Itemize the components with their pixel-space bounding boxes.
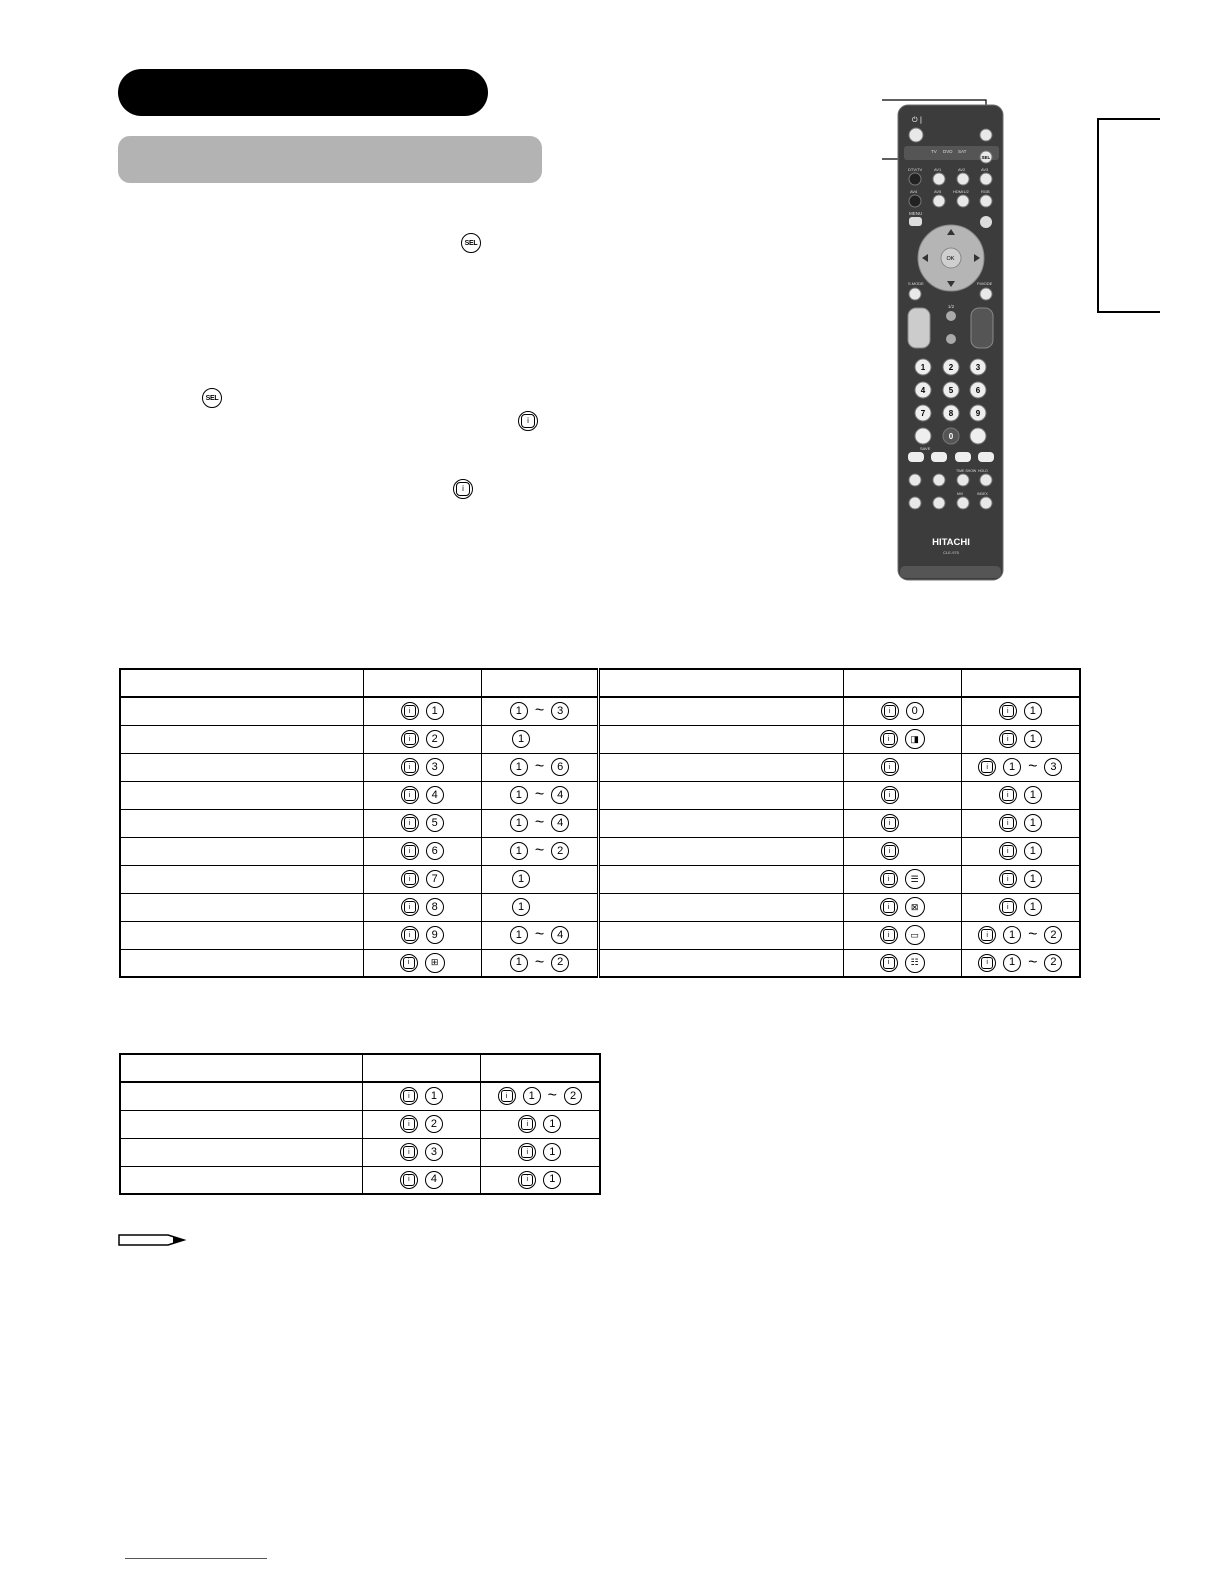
digit-label-3: 3 xyxy=(975,363,981,372)
key-combo-cell xyxy=(843,809,961,837)
label-hdmi: HDMI1/2 xyxy=(953,189,969,194)
digit-label-9: 9 xyxy=(975,409,981,418)
function-key-icon: ◨ xyxy=(905,729,925,749)
info-key-icon: i xyxy=(400,1087,418,1105)
label-cell xyxy=(599,921,843,949)
label-menu: MENU xyxy=(909,211,923,216)
info-key-icon: i xyxy=(880,926,898,944)
digit-label-8: 8 xyxy=(948,409,954,418)
range-tilde: ~ xyxy=(547,1087,557,1105)
timeshow-button xyxy=(957,474,969,486)
subsection-title-bar xyxy=(118,136,542,183)
info-key-icon: i xyxy=(401,758,419,776)
table-row xyxy=(120,1166,600,1194)
svg-text:⏻ |: ⏻ | xyxy=(912,116,923,124)
number-key-icon: 3 xyxy=(425,1143,443,1161)
table-row xyxy=(120,837,1080,865)
sel-button-icon: SEL xyxy=(461,233,481,253)
volume-rocker xyxy=(908,308,930,348)
info-key-icon: i xyxy=(880,730,898,748)
av3-button xyxy=(980,173,992,185)
table-row xyxy=(120,809,1080,837)
key-combo-cell xyxy=(843,893,961,921)
label-cell xyxy=(120,725,363,753)
number-key-icon: 3 xyxy=(1044,758,1062,776)
digit-label-5: 5 xyxy=(948,386,954,395)
header-cell xyxy=(363,669,481,697)
return-button xyxy=(980,216,992,228)
number-key-icon: 1 xyxy=(1024,730,1042,748)
reveal-button xyxy=(933,497,945,509)
info-key-icon: i xyxy=(400,1115,418,1133)
label-cell xyxy=(120,1138,363,1166)
table-header-row xyxy=(120,669,1080,697)
number-key-icon: 1 xyxy=(510,954,528,972)
info-key-icon: i xyxy=(401,786,419,804)
label-av1: AV1 xyxy=(934,167,942,172)
key-combo-cell xyxy=(843,753,961,781)
info-key-icon: i xyxy=(881,814,899,832)
mix-button xyxy=(957,497,969,509)
option-range-cell xyxy=(961,781,1080,809)
number-key-icon: 1 xyxy=(1024,842,1042,860)
label-dvd: DVD xyxy=(943,149,953,154)
option-range-cell xyxy=(961,697,1080,725)
option-range-cell xyxy=(961,865,1080,893)
yellow-button xyxy=(955,452,971,462)
key-combo-cell xyxy=(363,781,481,809)
label-cell xyxy=(599,865,843,893)
number-key-icon: 1 xyxy=(523,1087,541,1105)
label-cell xyxy=(120,893,363,921)
table-row xyxy=(120,697,1080,725)
table-row xyxy=(120,893,1080,921)
function-key-icon: ☷ xyxy=(905,953,925,973)
info-button-icon: i xyxy=(518,411,538,431)
function-key-icon: ☰ xyxy=(905,869,925,889)
mute-button xyxy=(946,334,956,344)
teletext-button xyxy=(909,474,921,486)
info-key-icon: i xyxy=(978,926,996,944)
half-button xyxy=(946,311,956,321)
index-button xyxy=(980,497,992,509)
info-button-icon: i xyxy=(453,479,473,499)
option-range-cell xyxy=(480,1166,600,1194)
label-cell xyxy=(599,809,843,837)
label-cell xyxy=(120,809,363,837)
table-row xyxy=(120,753,1080,781)
key-combo-cell xyxy=(363,753,481,781)
number-key-icon: 2 xyxy=(425,1115,443,1133)
number-key-icon: 4 xyxy=(426,786,444,804)
number-key-icon: 4 xyxy=(425,1171,443,1189)
number-key-icon: 1 xyxy=(510,926,528,944)
number-key-icon: 3 xyxy=(551,702,569,720)
chapter-tab-bracket xyxy=(1097,118,1160,313)
function-table-secondary xyxy=(119,1053,601,1195)
number-key-icon: 1 xyxy=(1024,702,1042,720)
label-tv: TV xyxy=(931,149,937,154)
label-cell xyxy=(120,865,363,893)
label-sat: SAT xyxy=(958,149,967,154)
number-key-icon: 1 xyxy=(510,702,528,720)
number-key-icon: 6 xyxy=(426,842,444,860)
key-combo-cell xyxy=(363,1082,481,1110)
key-combo-cell xyxy=(363,809,481,837)
number-key-icon: 2 xyxy=(551,954,569,972)
info-key-icon: i xyxy=(518,1171,536,1189)
info-key-icon: i xyxy=(999,898,1017,916)
table-header-row xyxy=(120,1054,600,1082)
table-row xyxy=(120,781,1080,809)
option-range-cell xyxy=(480,1110,600,1138)
number-key-icon: 1 xyxy=(512,898,530,916)
label-ok: OK xyxy=(946,256,955,262)
remote-control-illustration xyxy=(870,95,1015,585)
red-button xyxy=(908,452,924,462)
label-cell xyxy=(120,1166,363,1194)
info-key-icon: i xyxy=(401,842,419,860)
label-cell xyxy=(120,921,363,949)
info-key-icon: i xyxy=(400,1143,418,1161)
table-row xyxy=(120,1110,600,1138)
range-tilde: ~ xyxy=(534,786,545,803)
label-cell xyxy=(120,1110,363,1138)
label-cell xyxy=(120,1082,363,1110)
label-cell xyxy=(599,753,843,781)
option-range-cell xyxy=(961,837,1080,865)
remote-sel-label: SEL xyxy=(981,155,991,160)
info-key-icon: i xyxy=(401,730,419,748)
header-cell xyxy=(120,669,363,697)
option-range-cell xyxy=(481,893,599,921)
number-key-icon: 1 xyxy=(1024,814,1042,832)
number-key-icon: 1 xyxy=(425,1087,443,1105)
range-tilde: ~ xyxy=(1028,926,1038,943)
label-av3: AV3 xyxy=(981,167,989,172)
info-key-icon: i xyxy=(881,842,899,860)
text-button xyxy=(933,474,945,486)
key-combo-cell xyxy=(363,697,481,725)
option-range-cell xyxy=(480,1082,600,1110)
function-key-icon: ⊠ xyxy=(905,897,925,917)
label-cell xyxy=(599,781,843,809)
number-key-icon: 6 xyxy=(551,758,569,776)
info-key-icon: i xyxy=(999,814,1017,832)
key-combo-cell xyxy=(363,949,481,977)
table-row xyxy=(120,949,1080,977)
info-key-icon: i xyxy=(518,1115,536,1133)
label-cell xyxy=(120,781,363,809)
split-screen-button xyxy=(970,428,986,444)
option-range-cell xyxy=(961,753,1080,781)
number-key-icon: 1 xyxy=(510,842,528,860)
label-save: SAVE xyxy=(920,446,931,451)
label-rgb: RGB xyxy=(981,189,990,194)
smode-button xyxy=(909,288,921,300)
number-key-icon: 2 xyxy=(1044,954,1062,972)
hdmi-button xyxy=(957,195,969,207)
function-key-icon: ▭ xyxy=(905,925,925,945)
number-key-icon: 1 xyxy=(1003,954,1021,972)
label-cell xyxy=(599,725,843,753)
label-av5: AV5 xyxy=(934,189,942,194)
key-combo-cell xyxy=(363,1166,481,1194)
range-tilde: ~ xyxy=(534,842,545,859)
number-key-icon: 2 xyxy=(1044,926,1062,944)
option-range-cell xyxy=(481,781,599,809)
footer-rule xyxy=(125,1558,267,1559)
number-key-icon: 1 xyxy=(512,870,530,888)
remote-model: CLE-975 xyxy=(943,550,959,555)
label-timeshow: TIME SHOW xyxy=(956,469,977,473)
info-key-icon: i xyxy=(498,1087,516,1105)
number-key-icon: 1 xyxy=(510,758,528,776)
option-range-cell xyxy=(481,697,599,725)
key-combo-cell xyxy=(843,949,961,977)
menu-button xyxy=(909,217,922,226)
header-cell xyxy=(843,669,961,697)
option-range-cell xyxy=(961,725,1080,753)
header-cell xyxy=(961,669,1080,697)
number-key-icon: 9 xyxy=(426,926,444,944)
green-button xyxy=(931,452,947,462)
label-cell xyxy=(120,837,363,865)
option-range-cell xyxy=(481,865,599,893)
av5-button xyxy=(933,195,945,207)
label-index: INDEX xyxy=(977,492,988,496)
table-row xyxy=(120,725,1080,753)
info-key-icon: i xyxy=(881,786,899,804)
option-range-cell xyxy=(481,921,599,949)
table-row xyxy=(120,865,1080,893)
pmode-button xyxy=(980,288,992,300)
number-key-icon: 1 xyxy=(510,786,528,804)
number-key-icon: 5 xyxy=(426,814,444,832)
digit-label-0: 0 xyxy=(948,432,954,441)
number-key-icon: 4 xyxy=(551,786,569,804)
info-key-icon: i xyxy=(880,898,898,916)
number-key-icon: 4 xyxy=(551,814,569,832)
remote-brand: HITACHI xyxy=(932,537,970,548)
top-right-button xyxy=(980,129,992,141)
key-combo-cell xyxy=(363,893,481,921)
option-range-cell xyxy=(961,809,1080,837)
info-key-icon: i xyxy=(978,758,996,776)
keypad-extra-button xyxy=(915,428,931,444)
range-tilde: ~ xyxy=(534,702,545,720)
blue-button xyxy=(978,452,994,462)
section-title-bar xyxy=(118,69,488,116)
option-range-cell xyxy=(961,893,1080,921)
label-cell xyxy=(120,697,363,725)
number-key-icon: 4 xyxy=(551,926,569,944)
label-half: 1/2 xyxy=(947,304,955,309)
range-tilde: ~ xyxy=(534,758,545,775)
remote-bottom-edge xyxy=(900,566,1001,578)
option-range-cell xyxy=(481,837,599,865)
label-av2: AV2 xyxy=(958,167,966,172)
info-key-icon: i xyxy=(999,842,1017,860)
info-key-icon: i xyxy=(401,814,419,832)
option-range-cell xyxy=(961,949,1080,977)
header-cell xyxy=(480,1054,600,1082)
number-key-icon: 1 xyxy=(543,1143,561,1161)
key-combo-cell xyxy=(363,921,481,949)
sel-button-icon: SEL xyxy=(202,388,222,408)
key-combo-cell xyxy=(363,725,481,753)
info-key-icon: i xyxy=(999,786,1017,804)
number-key-icon: 1 xyxy=(1024,898,1042,916)
number-key-icon: 2 xyxy=(426,730,444,748)
digit-label-7: 7 xyxy=(920,409,926,418)
number-key-icon: 1 xyxy=(426,702,444,720)
header-cell xyxy=(363,1054,481,1082)
header-cell xyxy=(599,669,843,697)
key-combo-cell xyxy=(843,837,961,865)
option-range-cell xyxy=(480,1138,600,1166)
hold-button xyxy=(980,474,992,486)
label-smode: S.MODE xyxy=(908,281,924,286)
info-key-icon: i xyxy=(999,870,1017,888)
label-hold: HOLD xyxy=(978,469,988,473)
number-key-icon: 3 xyxy=(426,758,444,776)
key-combo-cell xyxy=(843,781,961,809)
label-cell xyxy=(120,949,363,977)
option-range-cell xyxy=(481,809,599,837)
number-key-icon: 7 xyxy=(426,870,444,888)
label-cell xyxy=(599,949,843,977)
info-key-icon: i xyxy=(999,730,1017,748)
number-key-icon: 2 xyxy=(551,842,569,860)
label-cell xyxy=(120,753,363,781)
option-range-cell xyxy=(961,921,1080,949)
info-key-icon: i xyxy=(401,926,419,944)
number-key-icon: 0 xyxy=(906,702,924,720)
digit-label-2: 2 xyxy=(948,363,954,372)
table-row xyxy=(120,1082,600,1110)
range-tilde: ~ xyxy=(534,814,545,831)
av1-button xyxy=(933,173,945,185)
label-cell xyxy=(599,837,843,865)
av2-button xyxy=(957,173,969,185)
info-key-icon: i xyxy=(881,702,899,720)
info-key-icon: i xyxy=(880,870,898,888)
info-key-icon: i xyxy=(978,954,996,972)
number-key-icon: 1 xyxy=(510,814,528,832)
key-combo-cell xyxy=(843,921,961,949)
label-pmode: P.MODE xyxy=(977,281,993,286)
range-tilde: ~ xyxy=(534,926,545,943)
label-cell xyxy=(599,697,843,725)
function-table-main xyxy=(119,668,1081,978)
note-arrow-icon xyxy=(118,1232,188,1248)
number-key-icon: 1 xyxy=(1003,758,1021,776)
function-key-icon: ⊞ xyxy=(425,953,445,973)
program-rocker xyxy=(971,308,993,348)
digit-label-1: 1 xyxy=(920,363,926,372)
table-row xyxy=(120,1138,600,1166)
info-key-icon: i xyxy=(400,954,418,972)
info-key-icon: i xyxy=(401,898,419,916)
range-tilde: ~ xyxy=(1028,758,1038,775)
header-cell xyxy=(120,1054,363,1082)
info-key-icon: i xyxy=(999,702,1017,720)
info-key-icon: i xyxy=(401,702,419,720)
info-key-icon: i xyxy=(401,870,419,888)
key-combo-cell xyxy=(363,1110,481,1138)
label-av4: AV4 xyxy=(910,189,918,194)
number-key-icon: 2 xyxy=(564,1087,582,1105)
number-key-icon: 1 xyxy=(1003,926,1021,944)
key-combo-cell xyxy=(843,865,961,893)
key-combo-cell xyxy=(843,725,961,753)
subpage-button xyxy=(909,497,921,509)
header-cell xyxy=(481,669,599,697)
info-key-icon: i xyxy=(880,954,898,972)
dtv-button xyxy=(909,173,921,185)
range-tilde: ~ xyxy=(534,953,545,971)
digit-label-4: 4 xyxy=(920,386,926,395)
option-range-cell xyxy=(481,725,599,753)
number-key-icon: 1 xyxy=(1024,786,1042,804)
number-key-icon: 1 xyxy=(1024,870,1042,888)
number-key-icon: 1 xyxy=(543,1171,561,1189)
number-key-icon: 1 xyxy=(543,1115,561,1133)
info-key-icon: i xyxy=(400,1171,418,1189)
number-key-icon: 8 xyxy=(426,898,444,916)
key-combo-cell xyxy=(363,837,481,865)
label-mix: MIX xyxy=(957,492,964,496)
power-button xyxy=(909,128,923,142)
option-range-cell xyxy=(481,753,599,781)
rgb-button xyxy=(980,195,992,207)
range-tilde: ~ xyxy=(1028,953,1038,971)
info-key-icon: i xyxy=(881,758,899,776)
info-key-icon: i xyxy=(518,1143,536,1161)
av4-button xyxy=(909,195,921,207)
digit-label-6: 6 xyxy=(975,386,981,395)
label-dtv-tv: DTV/TV xyxy=(908,167,923,172)
label-cell xyxy=(599,893,843,921)
key-combo-cell xyxy=(843,697,961,725)
number-key-icon: 1 xyxy=(512,730,530,748)
option-range-cell xyxy=(481,949,599,977)
key-combo-cell xyxy=(363,865,481,893)
key-combo-cell xyxy=(363,1138,481,1166)
table-row xyxy=(120,921,1080,949)
